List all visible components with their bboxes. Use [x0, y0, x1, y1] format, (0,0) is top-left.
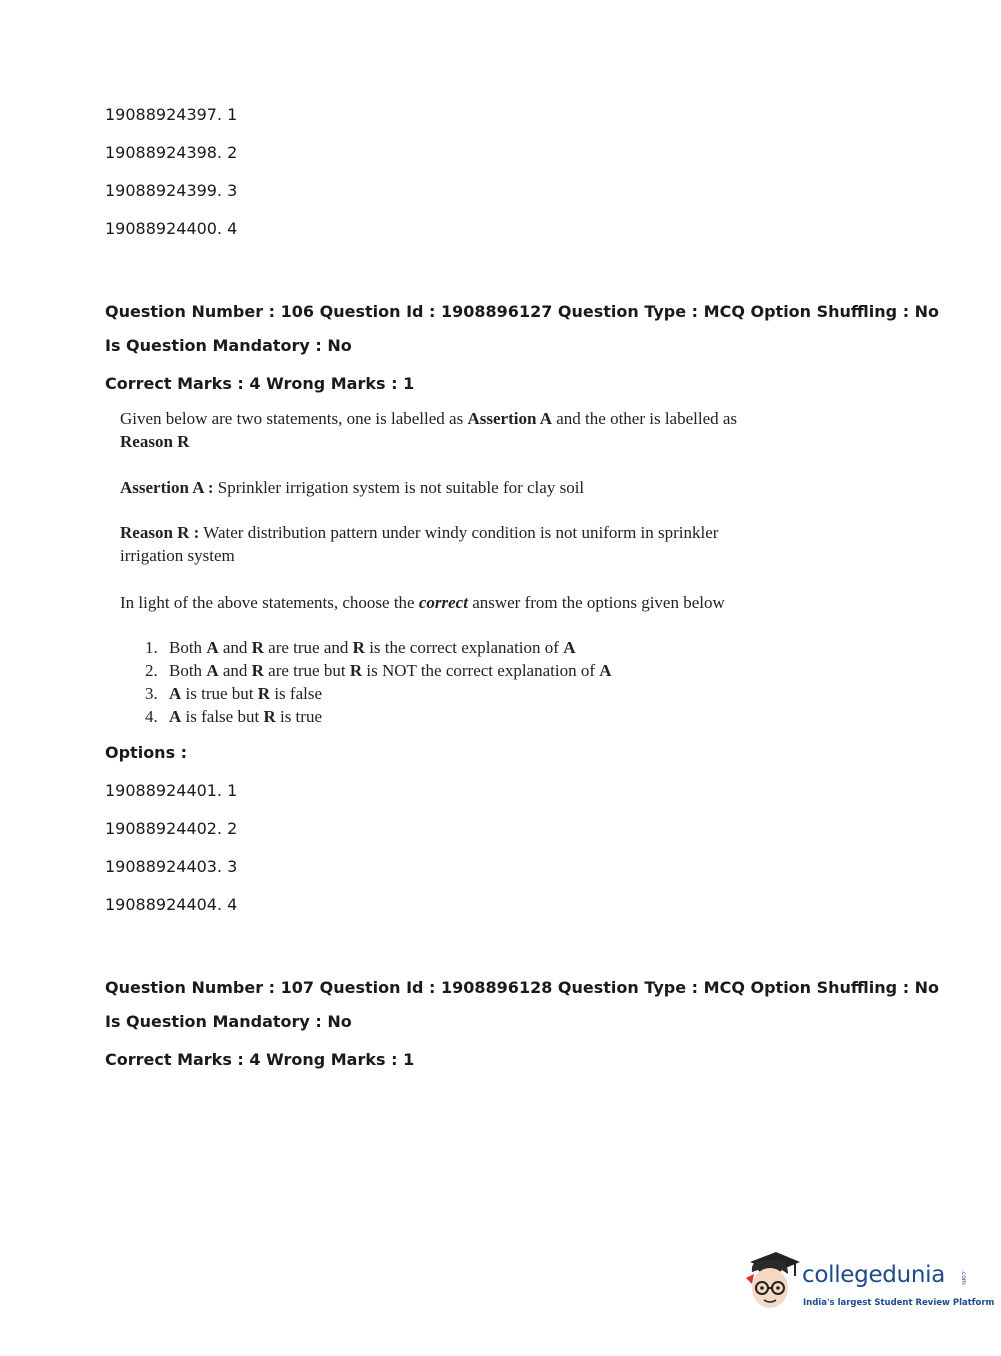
question-instruction: In light of the above statements, choose the correct answer from the options given below — [120, 593, 725, 612]
choice-item: 4. A is false but R is true — [145, 707, 322, 726]
option-line: 19088924404. 4 — [105, 895, 238, 914]
option-line: 19088924401. 1 — [105, 781, 238, 800]
question-marks: Correct Marks : 4 Wrong Marks : 1 — [105, 374, 415, 393]
question-mandatory: Is Question Mandatory : No — [105, 1012, 352, 1031]
logo-wordmark: collegedunia — [802, 1262, 946, 1288]
mascot-icon — [742, 1248, 804, 1316]
question-intro-reason: Reason R — [120, 432, 190, 451]
collegedunia-logo[interactable] — [742, 1248, 995, 1316]
logo-suffix: .com — [960, 1270, 967, 1285]
logo-tagline: India's largest Student Review Platform — [803, 1298, 995, 1308]
question-header: Question Number : 107 Question Id : 1908896128 Question Type : MCQ Option Shuffling : No — [105, 978, 940, 997]
choice-item: 1. Both A and R are true and R is the correct explanation of A — [145, 638, 576, 657]
question-intro: Given below are two statements, one is labelled as Assertion A and the other is labelled as — [120, 409, 738, 428]
reason-statement-cont: irrigation system — [120, 546, 235, 565]
question-marks: Correct Marks : 4 Wrong Marks : 1 — [105, 1050, 415, 1069]
option-line: 19088924398. 2 — [105, 143, 238, 162]
option-line: 19088924403. 3 — [105, 857, 238, 876]
assertion-statement: Assertion A : Sprinkler irrigation system is not suitable for clay soil — [120, 478, 585, 497]
option-line: 19088924397. 1 — [105, 105, 238, 124]
reason-statement: Reason R : Water distribution pattern under windy condition is not uniform in sprinkler — [120, 523, 719, 542]
choice-item: 2. Both A and R are true but R is NOT the correct explanation of A — [145, 661, 612, 680]
option-line: 19088924402. 2 — [105, 819, 238, 838]
question-mandatory: Is Question Mandatory : No — [105, 336, 352, 355]
choice-item: 3. A is true but R is false — [145, 684, 322, 703]
option-line: 19088924399. 3 — [105, 181, 238, 200]
question-header: Question Number : 106 Question Id : 1908896127 Question Type : MCQ Option Shuffling : No — [105, 302, 940, 321]
options-label: Options : — [105, 743, 188, 762]
option-line: 19088924400. 4 — [105, 219, 238, 238]
